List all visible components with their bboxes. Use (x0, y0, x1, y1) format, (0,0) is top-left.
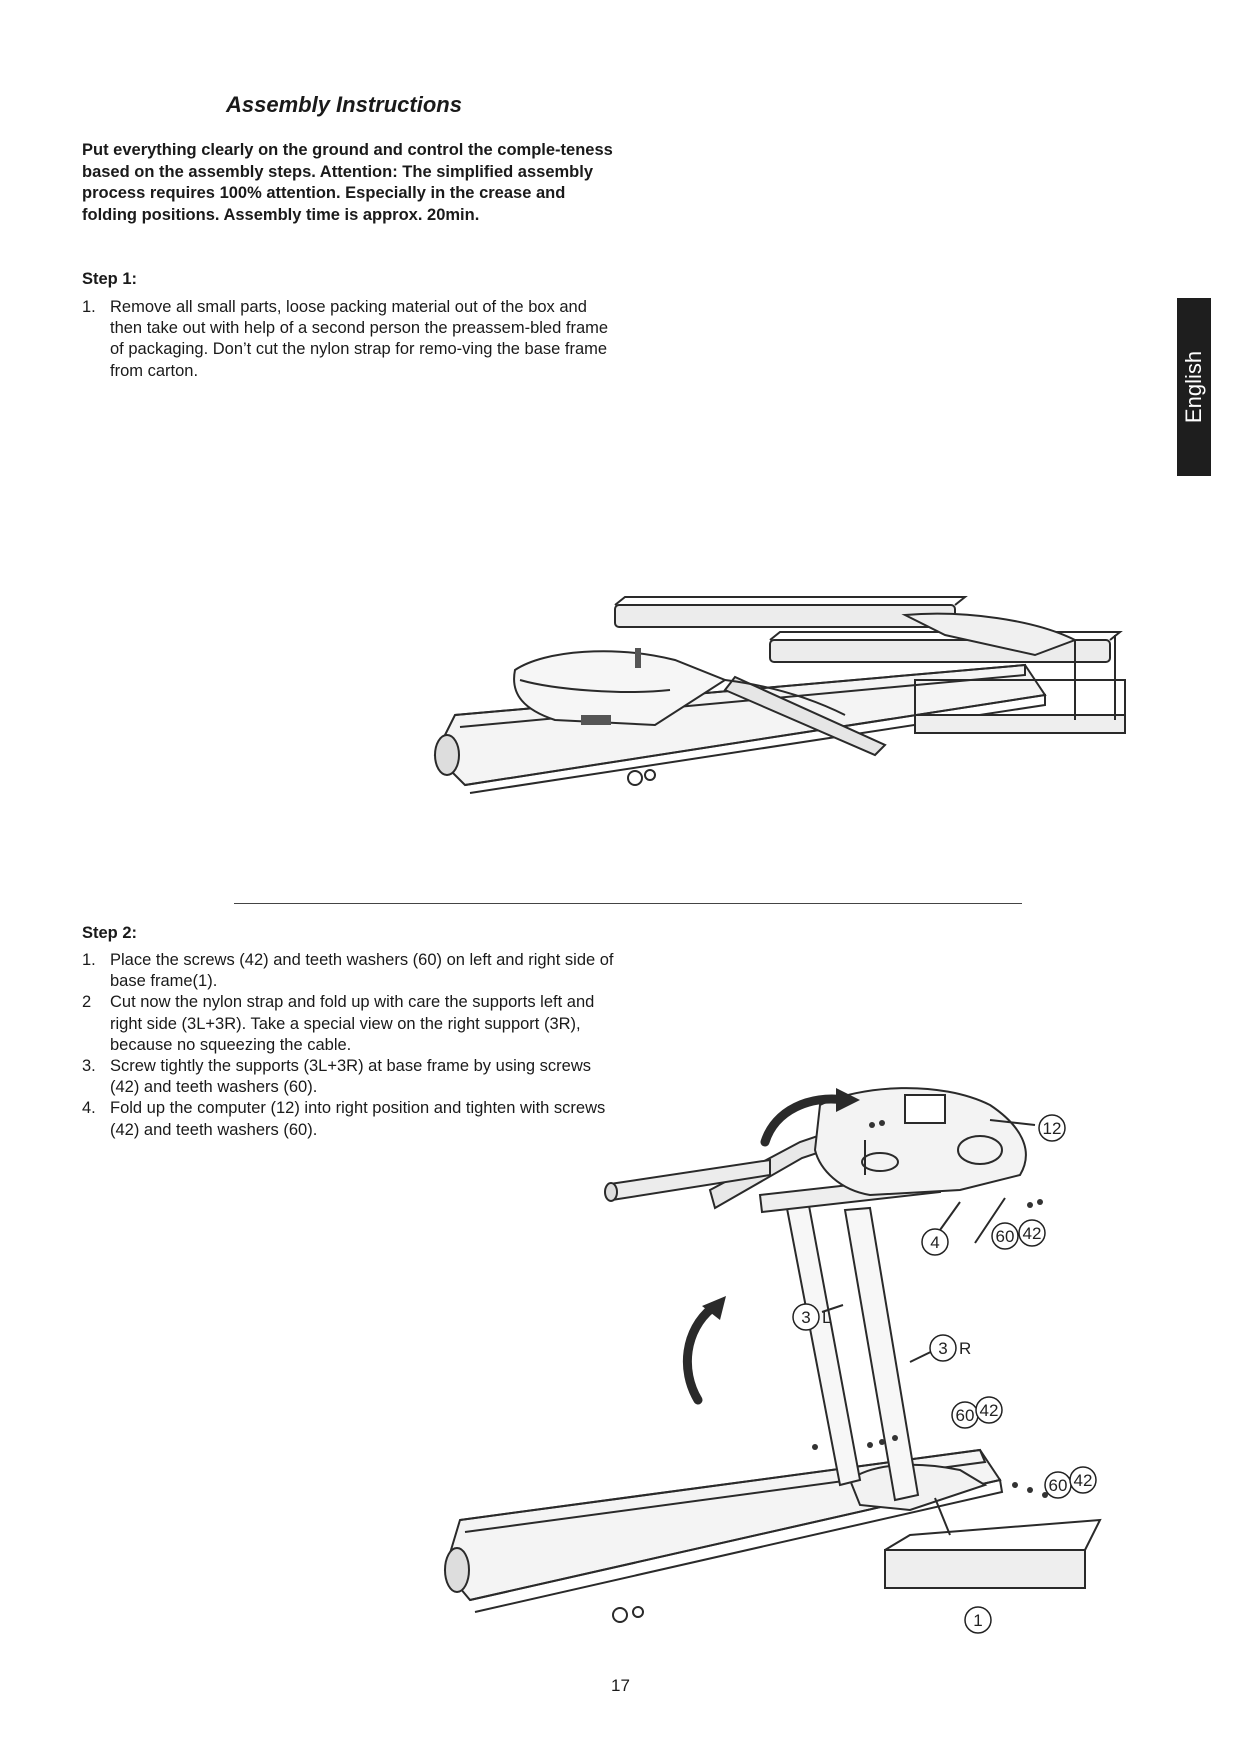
list-item (82, 950, 622, 992)
svg-text:42: 42 (1073, 1471, 1093, 1490)
list-item-text: Remove all small parts, loose packing material out of the box and then take out with help of a second person the preassem-bled frame of packaging. Don’t cut the nylon strap for remo-ving the base frame from carton. (110, 298, 609, 380)
list-item-text: Cut now the nylon strap and fold up with care the supports left and right side (3L+3R). Take a special view on the right support (3R), because no squeezing the cable. (110, 993, 595, 1054)
callout-washer-top (992, 1223, 1018, 1249)
svg-text:60: 60 (995, 1227, 1015, 1246)
list-item-text: Place the screws (42) and teeth washers (60) on left and right side of base frame(1). (110, 951, 614, 991)
list-item-number: 1. (82, 298, 96, 316)
svg-text:4: 4 (930, 1233, 940, 1252)
callout-computer (1039, 1115, 1065, 1141)
callout-support-left (793, 1304, 831, 1330)
list-item-text: Screw tightly the supports (3L+3R) at base frame by using screws (42) and teeth washers (60). (110, 1057, 592, 1097)
svg-text:R: R (959, 1339, 972, 1358)
callout-base-frame (965, 1607, 991, 1633)
callout-washer-mid (952, 1402, 978, 1428)
section-divider (234, 903, 1022, 904)
callout-screw-low (1070, 1467, 1096, 1493)
svg-text:3: 3 (938, 1339, 948, 1358)
svg-text:3: 3 (801, 1308, 811, 1327)
page-number: 17 (611, 1676, 630, 1695)
language-tab (1177, 298, 1211, 476)
callout-support-right (930, 1335, 971, 1361)
list-item-number: 4. (82, 1099, 96, 1118)
svg-text:60: 60 (1048, 1476, 1068, 1495)
svg-text:L: L (822, 1308, 832, 1327)
list-item-text: Fold up the computer (12) into right position and tighten with screws (42) and teeth washers (60). (110, 1099, 606, 1139)
svg-text:12: 12 (1042, 1119, 1062, 1138)
svg-text:42: 42 (1022, 1224, 1042, 1243)
intro-paragraph: Put everything clearly on the ground and control the comple-teness based on the assembly steps. Attention: The simplified assembly process requires 100% attention. Especially in the crease and folding positions. Assembly time is approx. 20min. (82, 141, 613, 224)
step2-illustration (440, 1080, 1120, 1640)
callout-screw-top (1019, 1220, 1045, 1246)
language-tab-label: English (1181, 350, 1206, 424)
step1-list (82, 297, 622, 382)
step1-heading: Step 1: (82, 270, 138, 288)
step2-heading: Step 2: (82, 924, 138, 942)
list-item (82, 297, 622, 382)
svg-text:42: 42 (979, 1401, 999, 1420)
step1-illustration (425, 595, 1155, 795)
callout-screw-mid (976, 1397, 1002, 1423)
svg-text:1: 1 (973, 1611, 983, 1630)
list-item (82, 992, 622, 1056)
list-item-number: 3. (82, 1057, 96, 1076)
list-item-number: 1. (82, 951, 96, 969)
svg-text:60: 60 (955, 1406, 975, 1425)
callout-crossbar (922, 1229, 948, 1255)
callout-washer-low (1045, 1472, 1071, 1498)
page-title: Assembly Instructions (226, 92, 462, 117)
list-item-number: 2 (82, 993, 92, 1012)
